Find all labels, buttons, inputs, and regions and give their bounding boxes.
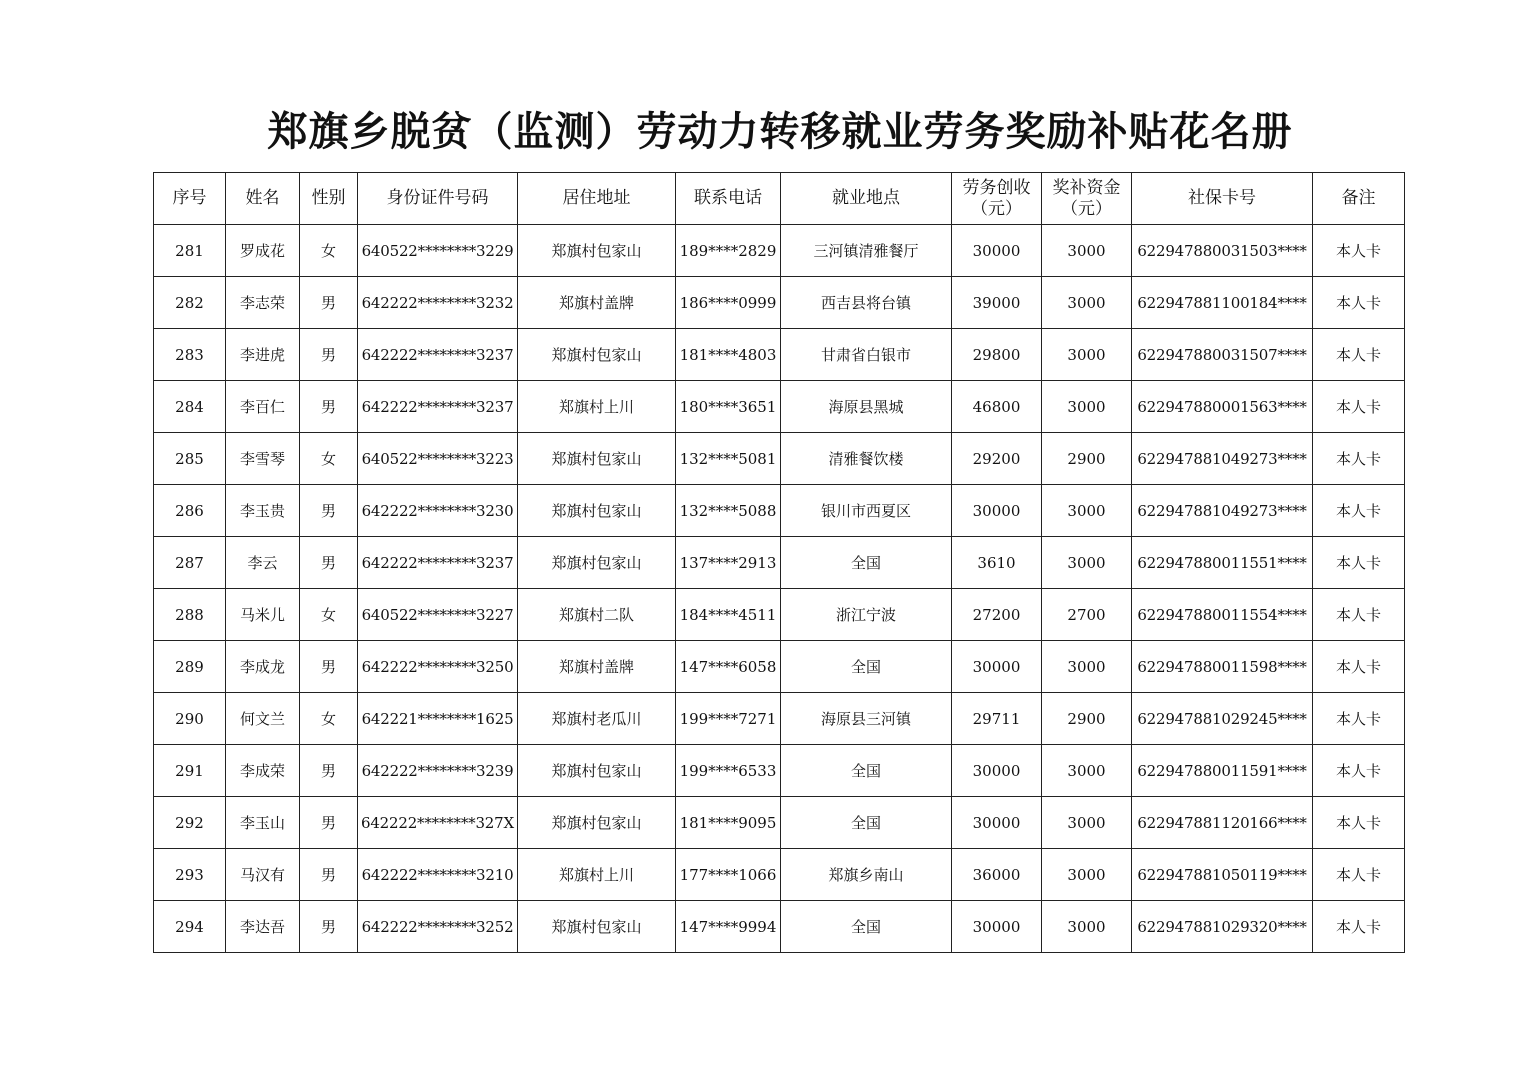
cell-social-card: 622947880001563****: [1132, 381, 1313, 433]
cell-remark: 本人卡: [1313, 381, 1405, 433]
cell-phone: 132****5088: [676, 485, 781, 537]
cell-phone: 199****7271: [676, 693, 781, 745]
table-row: [154, 797, 1405, 849]
cell-name: 李成龙: [226, 641, 300, 693]
cell-work-location: 郑旗乡南山: [781, 849, 952, 901]
col-header-gender: 性别: [300, 173, 358, 225]
cell-labor-income: 29711: [952, 693, 1042, 745]
cell-phone: 132****5081: [676, 433, 781, 485]
cell-index: 293: [154, 849, 226, 901]
cell-social-card: 622947880011554****: [1132, 589, 1313, 641]
cell-social-card: 622947881120166****: [1132, 797, 1313, 849]
cell-remark: 本人卡: [1313, 329, 1405, 381]
cell-id-number: 642222********3250: [358, 641, 518, 693]
cell-labor-income: 36000: [952, 849, 1042, 901]
cell-subsidy: 3000: [1042, 537, 1132, 589]
cell-gender: 男: [300, 849, 358, 901]
cell-address: 郑旗村包家山: [518, 433, 676, 485]
cell-remark: 本人卡: [1313, 641, 1405, 693]
cell-phone: 181****4803: [676, 329, 781, 381]
cell-remark: 本人卡: [1313, 485, 1405, 537]
cell-phone: 186****0999: [676, 277, 781, 329]
cell-name: 马汉有: [226, 849, 300, 901]
cell-phone: 147****6058: [676, 641, 781, 693]
cell-index: 291: [154, 745, 226, 797]
cell-id-number: 642222********3210: [358, 849, 518, 901]
cell-subsidy: 3000: [1042, 329, 1132, 381]
table-body: [154, 225, 1405, 953]
cell-gender: 女: [300, 225, 358, 277]
cell-name: 李雪琴: [226, 433, 300, 485]
cell-index: 285: [154, 433, 226, 485]
cell-id-number: 642222********3237: [358, 381, 518, 433]
cell-labor-income: 39000: [952, 277, 1042, 329]
cell-gender: 男: [300, 901, 358, 953]
cell-index: 284: [154, 381, 226, 433]
cell-work-location: 全国: [781, 745, 952, 797]
cell-gender: 男: [300, 641, 358, 693]
cell-subsidy: 3000: [1042, 381, 1132, 433]
cell-id-number: 640522********3223: [358, 433, 518, 485]
cell-labor-income: 29200: [952, 433, 1042, 485]
cell-id-number: 642221********1625: [358, 693, 518, 745]
cell-remark: 本人卡: [1313, 433, 1405, 485]
cell-name: 李百仁: [226, 381, 300, 433]
table-row: [154, 225, 1405, 277]
cell-phone: 181****9095: [676, 797, 781, 849]
cell-name: 罗成花: [226, 225, 300, 277]
cell-labor-income: 30000: [952, 901, 1042, 953]
col-header-work-location: 就业地点: [781, 173, 952, 225]
cell-phone: 147****9994: [676, 901, 781, 953]
cell-address: 郑旗村包家山: [518, 225, 676, 277]
cell-phone: 177****1066: [676, 849, 781, 901]
table-row: [154, 537, 1405, 589]
table-row: [154, 589, 1405, 641]
cell-subsidy: 2900: [1042, 433, 1132, 485]
cell-address: 郑旗村盖牌: [518, 277, 676, 329]
cell-address: 郑旗村老瓜川: [518, 693, 676, 745]
cell-address: 郑旗村二队: [518, 589, 676, 641]
cell-labor-income: 27200: [952, 589, 1042, 641]
cell-remark: 本人卡: [1313, 277, 1405, 329]
cell-work-location: 清雅餐饮楼: [781, 433, 952, 485]
table-row: [154, 329, 1405, 381]
cell-name: 李志荣: [226, 277, 300, 329]
cell-id-number: 642222********327X: [358, 797, 518, 849]
cell-gender: 男: [300, 381, 358, 433]
col-header-remark: 备注: [1313, 173, 1405, 225]
cell-work-location: 浙江宁波: [781, 589, 952, 641]
cell-work-location: 海原县黑城: [781, 381, 952, 433]
cell-gender: 男: [300, 797, 358, 849]
cell-work-location: 银川市西夏区: [781, 485, 952, 537]
table-row: [154, 693, 1405, 745]
page-title: 郑旗乡脱贫（监测）劳动力转移就业劳务奖励补贴花名册: [267, 109, 1293, 155]
cell-phone: 184****4511: [676, 589, 781, 641]
cell-subsidy: 3000: [1042, 225, 1132, 277]
cell-remark: 本人卡: [1313, 797, 1405, 849]
cell-phone: 189****2829: [676, 225, 781, 277]
col-header-address: 居住地址: [518, 173, 676, 225]
col-header-labor-income: 劳务创收 （元）: [952, 173, 1042, 225]
cell-address: 郑旗村包家山: [518, 745, 676, 797]
cell-index: 287: [154, 537, 226, 589]
cell-index: 294: [154, 901, 226, 953]
cell-index: 282: [154, 277, 226, 329]
col-header-index: 序号: [154, 173, 226, 225]
cell-work-location: 海原县三河镇: [781, 693, 952, 745]
cell-labor-income: 29800: [952, 329, 1042, 381]
cell-id-number: 642222********3230: [358, 485, 518, 537]
cell-gender: 男: [300, 537, 358, 589]
cell-work-location: 全国: [781, 797, 952, 849]
cell-phone: 199****6533: [676, 745, 781, 797]
cell-index: 286: [154, 485, 226, 537]
cell-name: 马米儿: [226, 589, 300, 641]
cell-gender: 男: [300, 277, 358, 329]
cell-remark: 本人卡: [1313, 693, 1405, 745]
cell-social-card: 622947881029320****: [1132, 901, 1313, 953]
cell-social-card: 622947881050119****: [1132, 849, 1313, 901]
table-row: [154, 277, 1405, 329]
cell-work-location: 全国: [781, 537, 952, 589]
cell-name: 李达吾: [226, 901, 300, 953]
cell-index: 283: [154, 329, 226, 381]
cell-work-location: 全国: [781, 901, 952, 953]
cell-remark: 本人卡: [1313, 589, 1405, 641]
cell-labor-income: 30000: [952, 485, 1042, 537]
cell-name: 李云: [226, 537, 300, 589]
cell-id-number: 640522********3229: [358, 225, 518, 277]
cell-social-card: 622947881049273****: [1132, 485, 1313, 537]
cell-id-number: 642222********3237: [358, 537, 518, 589]
cell-remark: 本人卡: [1313, 225, 1405, 277]
cell-remark: 本人卡: [1313, 537, 1405, 589]
cell-work-location: 西吉县将台镇: [781, 277, 952, 329]
cell-social-card: 622947880031503****: [1132, 225, 1313, 277]
cell-remark: 本人卡: [1313, 901, 1405, 953]
table-row: [154, 901, 1405, 953]
cell-subsidy: 2900: [1042, 693, 1132, 745]
cell-phone: 137****2913: [676, 537, 781, 589]
cell-labor-income: 30000: [952, 225, 1042, 277]
table-row: [154, 433, 1405, 485]
cell-name: 李进虎: [226, 329, 300, 381]
cell-gender: 女: [300, 433, 358, 485]
cell-address: 郑旗村包家山: [518, 901, 676, 953]
cell-social-card: 622947880011551****: [1132, 537, 1313, 589]
cell-social-card: 622947881049273****: [1132, 433, 1313, 485]
cell-gender: 男: [300, 485, 358, 537]
cell-index: 281: [154, 225, 226, 277]
cell-id-number: 640522********3227: [358, 589, 518, 641]
cell-remark: 本人卡: [1313, 849, 1405, 901]
cell-work-location: 甘肃省白银市: [781, 329, 952, 381]
cell-subsidy: 3000: [1042, 901, 1132, 953]
cell-work-location: 三河镇清雅餐厅: [781, 225, 952, 277]
cell-gender: 男: [300, 329, 358, 381]
table-row: [154, 381, 1405, 433]
cell-subsidy: 3000: [1042, 797, 1132, 849]
table-row: [154, 745, 1405, 797]
cell-id-number: 642222********3237: [358, 329, 518, 381]
col-header-name: 姓名: [226, 173, 300, 225]
cell-labor-income: 3610: [952, 537, 1042, 589]
cell-subsidy: 3000: [1042, 745, 1132, 797]
cell-id-number: 642222********3239: [358, 745, 518, 797]
cell-subsidy: 3000: [1042, 849, 1132, 901]
cell-gender: 女: [300, 589, 358, 641]
cell-id-number: 642222********3252: [358, 901, 518, 953]
cell-index: 288: [154, 589, 226, 641]
cell-subsidy: 3000: [1042, 485, 1132, 537]
col-header-social-card: 社保卡号: [1132, 173, 1313, 225]
cell-labor-income: 30000: [952, 745, 1042, 797]
cell-address: 郑旗村上川: [518, 381, 676, 433]
cell-name: 李玉贵: [226, 485, 300, 537]
roster-table: [153, 172, 1405, 953]
col-header-phone: 联系电话: [676, 173, 781, 225]
cell-subsidy: 3000: [1042, 641, 1132, 693]
table-row: [154, 849, 1405, 901]
cell-id-number: 642222********3232: [358, 277, 518, 329]
cell-address: 郑旗村包家山: [518, 537, 676, 589]
cell-gender: 女: [300, 693, 358, 745]
cell-work-location: 全国: [781, 641, 952, 693]
cell-social-card: 622947880011591****: [1132, 745, 1313, 797]
cell-index: 289: [154, 641, 226, 693]
cell-address: 郑旗村包家山: [518, 485, 676, 537]
cell-social-card: 622947881100184****: [1132, 277, 1313, 329]
cell-social-card: 622947880031507****: [1132, 329, 1313, 381]
cell-address: 郑旗村包家山: [518, 329, 676, 381]
cell-labor-income: 46800: [952, 381, 1042, 433]
cell-address: 郑旗村盖牌: [518, 641, 676, 693]
col-header-subsidy: 奖补资金 （元）: [1042, 173, 1132, 225]
col-header-id-number: 身份证件号码: [358, 173, 518, 225]
table-row: [154, 485, 1405, 537]
cell-index: 292: [154, 797, 226, 849]
cell-subsidy: 2700: [1042, 589, 1132, 641]
cell-address: 郑旗村包家山: [518, 797, 676, 849]
cell-address: 郑旗村上川: [518, 849, 676, 901]
cell-gender: 男: [300, 745, 358, 797]
cell-social-card: 622947880011598****: [1132, 641, 1313, 693]
cell-labor-income: 30000: [952, 797, 1042, 849]
table-row: [154, 641, 1405, 693]
cell-name: 李成荣: [226, 745, 300, 797]
cell-name: 李玉山: [226, 797, 300, 849]
cell-remark: 本人卡: [1313, 745, 1405, 797]
table-header-row: [154, 173, 1405, 225]
cell-social-card: 622947881029245****: [1132, 693, 1313, 745]
cell-subsidy: 3000: [1042, 277, 1132, 329]
cell-name: 何文兰: [226, 693, 300, 745]
cell-labor-income: 30000: [952, 641, 1042, 693]
cell-index: 290: [154, 693, 226, 745]
cell-phone: 180****3651: [676, 381, 781, 433]
